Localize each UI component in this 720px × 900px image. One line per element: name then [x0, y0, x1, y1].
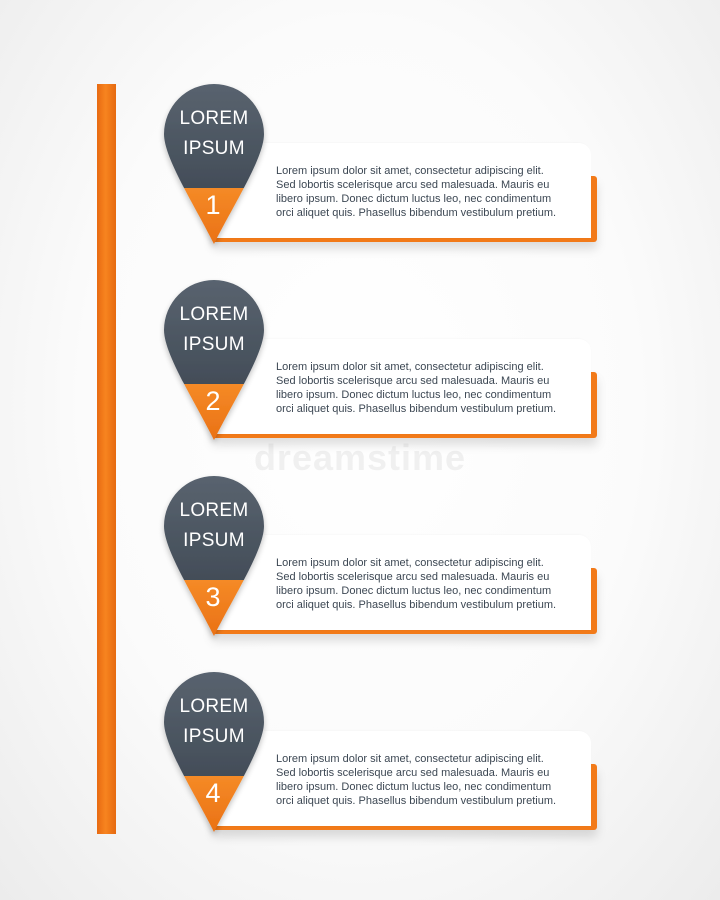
watermark: dreamstime [253, 437, 467, 478]
step-title: LOREM IPSUM [179, 304, 249, 355]
step-description: Lorem ipsum dolor sit amet, consectetur adipiscing elit. Sed lobortis scelerisque arcu sed malesuada. Mauris eu libero ipsum. Donec dictum luctus leo, nec condimentum orci aliquet quis. Phasellus bibendum vestibulum pretium. [276, 753, 557, 807]
step-description: Lorem ipsum dolor sit amet, consectetur adipiscing elit. Sed lobortis scelerisque arcu sed malesuada. Mauris eu libero ipsum. Donec dictum luctus leo, nec condimentum orci aliquet quis. Phasellus bibendum vestibulum pretium. [276, 165, 557, 219]
step-title: LOREM IPSUM [179, 500, 249, 551]
step-description: Lorem ipsum dolor sit amet, consectetur adipiscing elit. Sed lobortis scelerisque arcu sed malesuada. Mauris eu libero ipsum. Donec dictum luctus leo, nec condimentum orci aliquet quis. Phasellus bibendum vestibulum pretium. [276, 361, 557, 415]
timeline-step [0, 280, 720, 455]
timeline-step [0, 476, 720, 651]
step-title: LOREM IPSUM [179, 696, 249, 747]
step-number: 3 [205, 582, 221, 612]
step-title: LOREM IPSUM [179, 108, 249, 159]
timeline-step [0, 84, 720, 259]
step-number: 2 [205, 386, 221, 416]
timeline-step [0, 672, 720, 847]
step-number: 4 [205, 778, 221, 808]
step-description: Lorem ipsum dolor sit amet, consectetur adipiscing elit. Sed lobortis scelerisque arcu sed malesuada. Mauris eu libero ipsum. Donec dictum luctus leo, nec condimentum orci aliquet quis. Phasellus bibendum vestibulum pretium. [276, 557, 557, 611]
step-number: 1 [205, 190, 221, 220]
